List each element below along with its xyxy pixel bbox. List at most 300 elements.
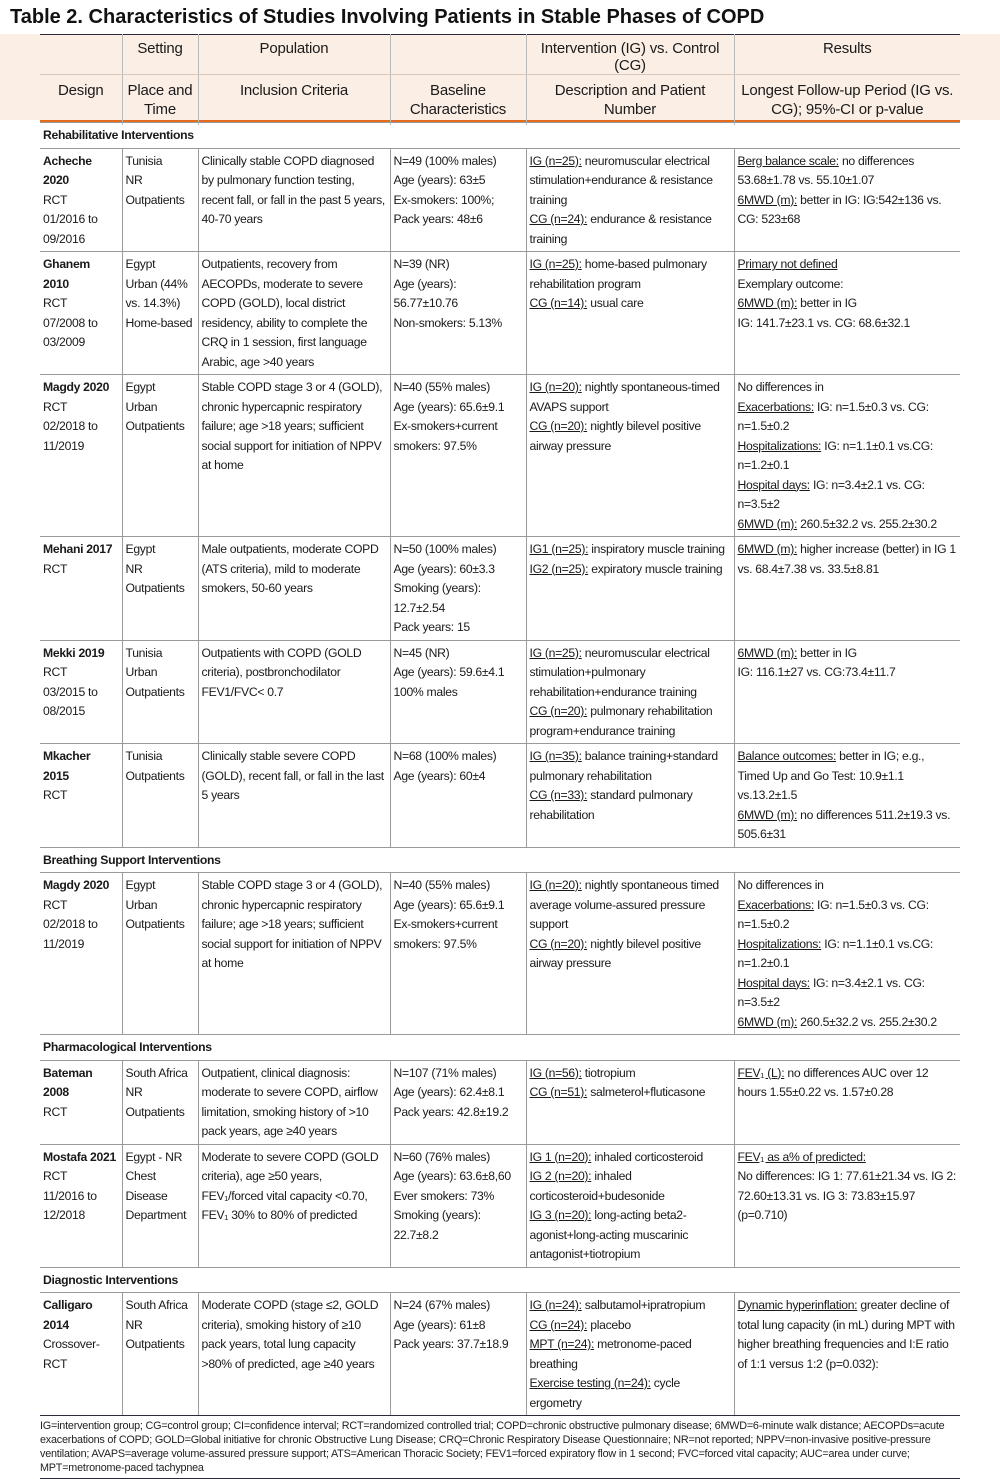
intervention-group-label: CG (n=51):	[529, 1085, 588, 1099]
setting-cell	[122, 1144, 198, 1267]
population-cell: Moderate to severe COPD (GOLD criteria), age ≥50 years, FEV₁/forced vital capacity <0.70, FEV₁ 30% to 80% of predicted	[198, 1144, 390, 1267]
intervention-text: neuromuscular electrical stimulation+endurance & resistance training	[529, 153, 713, 207]
baseline-line: Ever smokers: 73%	[393, 1188, 495, 1203]
baseline-line: Age (years): 59.6±4.1	[393, 665, 505, 679]
result-label: Hospitalizations:	[737, 438, 822, 453]
baseline-line: Smoking (years): 12.7±2.54	[393, 581, 481, 615]
population-cell: Stable COPD stage 3 or 4 (GOLD), chronic hypercapnic respiratory failure; age >18 years; sufficient social support for initiation of NPPV at home	[198, 873, 390, 1035]
baseline-cell	[390, 1060, 526, 1144]
result-item	[738, 191, 958, 230]
intervention-cell	[526, 252, 734, 375]
intervention-item	[530, 417, 731, 456]
intervention-item	[530, 747, 731, 786]
result-text: IG: 116.1±27 vs. CG:73.4±11.7	[737, 665, 896, 679]
design-cell	[40, 640, 122, 744]
design-cell	[40, 537, 122, 641]
table-header	[0, 34, 1000, 120]
design-line: Crossover-	[43, 1337, 100, 1351]
population-cell: Outpatients, recovery from AECOPDs, moderate to severe COPD (GOLD), local district residency, ability to complete the CRQ in 1 session, first language Arabic, age >40 years	[198, 252, 390, 375]
result-text: no differences 53.68±1.78 vs. 55.10±1.07	[737, 153, 915, 187]
setting-line: South Africa	[125, 1065, 188, 1080]
baseline-line: Age (years): 60±4	[393, 768, 486, 783]
header-population: Population	[198, 34, 390, 75]
result-item	[738, 255, 958, 275]
intervention-item	[530, 378, 731, 417]
intervention-group-label: CG (n=24):	[529, 212, 588, 226]
setting-line: Department	[125, 1208, 187, 1222]
baseline-line: Age (years): 63.6±8,60	[393, 1169, 511, 1183]
baseline-line: N=68 (100% males)	[393, 749, 497, 763]
result-label: Primary not defined	[737, 257, 838, 271]
design-line: 02/2018 to	[43, 419, 98, 433]
intervention-group-label: IG (n=24):	[529, 1298, 582, 1312]
baseline-cell	[390, 1144, 526, 1267]
header-inclusion: Inclusion Criteria	[198, 75, 390, 126]
intervention-group-label: IG2 (n=25):	[529, 561, 589, 576]
setting-line: Urban (44% vs. 14.3%)	[125, 276, 188, 310]
study-name: Acheche 2020	[43, 153, 92, 187]
intervention-group-label: IG (n=20):	[529, 380, 582, 394]
study-name: Magdy 2020	[43, 380, 110, 394]
design-line: RCT	[43, 1356, 68, 1371]
baseline-line: N=60 (76% males)	[393, 1149, 490, 1164]
intervention-group-label: IG1 (n=25):	[529, 542, 589, 556]
intervention-text: nightly spontaneous timed average volume-assured pressure support	[529, 878, 719, 931]
table-row	[40, 148, 960, 252]
result-label: 6MWD (m):	[737, 645, 798, 660]
setting-line: Urban	[125, 399, 158, 414]
result-item	[738, 275, 958, 295]
intervention-cell	[526, 640, 734, 744]
result-text: IG: n=1.5±0.3 vs. CG: n=1.5±0.2	[737, 399, 929, 433]
setting-line: Outpatients	[125, 419, 185, 433]
header-baseline: Baseline Characteristics	[390, 75, 526, 126]
results-cell	[734, 252, 960, 375]
setting-cell	[122, 873, 198, 1035]
study-name: Bateman 2008	[43, 1065, 93, 1099]
design-line: RCT	[43, 1104, 68, 1119]
result-text: no differences AUC over 12 hours 1.55±0.22 vs. 1.57±0.28	[737, 1065, 929, 1099]
header-blank-1	[40, 34, 122, 75]
setting-line: NR	[125, 173, 143, 187]
study-name: Magdy 2020	[43, 878, 110, 892]
section-row	[40, 1267, 960, 1293]
result-text: IG: n=1.5±0.3 vs. CG: n=1.5±0.2	[737, 897, 929, 931]
table-row	[40, 640, 960, 744]
header-place-time: Place and Time	[122, 75, 198, 126]
result-item	[738, 515, 958, 535]
result-item	[738, 935, 958, 974]
section-row	[40, 123, 960, 149]
result-label: 6MWD (m):	[737, 807, 798, 822]
design-line: 11/2019	[43, 438, 85, 453]
intervention-text: long-acting beta2-agonist+long-acting muscarinic antagonist+tiotropium	[529, 1208, 689, 1261]
intervention-item	[530, 540, 731, 560]
result-item	[738, 540, 958, 579]
result-label: Hospital days:	[737, 477, 810, 492]
intervention-group-label: IG (n=25):	[529, 257, 582, 271]
baseline-line: Age (years): 65.6±9.1	[393, 399, 505, 414]
design-line: RCT	[43, 296, 68, 310]
intervention-cell	[526, 1293, 734, 1416]
population-cell: Moderate COPD (stage ≤2, GOLD criteria), smoking history of ≥10 pack years, total lung capacity >80% of predicted, age ≥40 years	[198, 1293, 390, 1416]
baseline-cell	[390, 1293, 526, 1416]
study-name: Mehani 2017	[43, 542, 113, 556]
design-line: RCT	[43, 788, 68, 802]
intervention-item	[530, 1374, 731, 1413]
result-item	[738, 1064, 958, 1103]
setting-line: NR	[125, 1317, 143, 1332]
intervention-cell	[526, 873, 734, 1035]
results-cell	[734, 873, 960, 1035]
result-text: No differences in	[737, 380, 824, 394]
intervention-group-label: CG (n=20):	[529, 419, 588, 433]
result-text: no differences 511.2±19.3 vs. 505.6±31	[737, 807, 951, 841]
design-line: RCT	[43, 561, 68, 576]
result-item	[738, 1013, 958, 1033]
intervention-cell	[526, 1144, 734, 1267]
intervention-text: nightly bilevel positive airway pressure	[529, 419, 701, 453]
results-cell	[734, 375, 960, 537]
result-label: Berg balance scale:	[737, 153, 839, 168]
setting-line: Urban	[125, 897, 158, 912]
baseline-cell	[390, 252, 526, 375]
setting-line: Egypt	[125, 257, 156, 271]
table-row	[40, 1144, 960, 1267]
setting-line: Tunisia	[125, 749, 163, 763]
footnote: IG=intervention group; CG=control group; CI=confidence interval; RCT=randomized controlled trial; COPD=chronic obstructive pulmonary disease; 6MWD=6-minute walk distance; AECOPDs=acute exacerbations of COPD; GOLD=Global initiative for chronic Obstructive Lung Disease; CRQ=Chronic Respiratory Disease Questionnaire; NR=not reported; NPPV=non-invasive positive-pressure ventilation; AVAPS=average volume-assured pressure support; ATS=American Thoracic Society; FEV1=forced expiratory flow in 1 second; FVC=forced vital capacity; AUC=area under curve; MPT=metronome-paced tachypnea	[40, 1415, 960, 1475]
intervention-item	[530, 1296, 731, 1316]
intervention-text: salbutamol+ipratropium	[581, 1298, 706, 1312]
header-results: Results	[734, 34, 960, 75]
intervention-item	[530, 1335, 731, 1374]
study-name: Mostafa 2021	[43, 1149, 116, 1164]
baseline-line: N=40 (55% males)	[393, 878, 490, 892]
setting-cell	[122, 148, 198, 252]
intervention-text: neuromuscular electrical stimulation+pulmonary rehabilitation+endurance training	[529, 645, 710, 699]
design-line: 11/2016 to	[43, 1188, 97, 1203]
results-cell	[734, 1144, 960, 1267]
study-name: Mekki 2019	[43, 645, 105, 660]
intervention-item	[530, 255, 731, 294]
intervention-group-label: CG (n=33):	[529, 788, 588, 802]
result-text: better in IG	[797, 645, 857, 660]
result-text: higher increase (better) in IG 1 vs. 68.4±7.38 vs. 33.5±8.81	[737, 542, 956, 576]
baseline-line: Age (years): 60±3.3	[393, 561, 495, 576]
design-line: RCT	[43, 665, 68, 679]
intervention-group-label: MPT (n=24):	[529, 1337, 595, 1351]
intervention-item	[530, 1148, 731, 1168]
population-cell: Clinically stable severe COPD (GOLD), recent fall, or fall in the last 5 years	[198, 744, 390, 848]
result-label: 6MWD (m):	[737, 296, 798, 310]
baseline-line: Non-smokers: 5.13%	[393, 315, 502, 330]
result-label: Balance outcomes:	[737, 749, 837, 763]
intervention-text: tiotropium	[581, 1065, 636, 1080]
setting-cell	[122, 375, 198, 537]
header-design: Design	[58, 82, 104, 99]
design-line: 02/2018 to	[43, 917, 98, 931]
study-name: Calligaro 2014	[43, 1298, 93, 1332]
design-cell	[40, 744, 122, 848]
intervention-group-label: IG (n=35):	[529, 749, 582, 763]
study-name: Mkacher 2015	[43, 749, 91, 783]
design-line: 01/2016 to	[43, 212, 98, 226]
intervention-group-label: IG 1 (n=20):	[529, 1149, 592, 1164]
baseline-cell	[390, 640, 526, 744]
table-row	[40, 375, 960, 537]
population-cell: Outpatients with COPD (GOLD criteria), postbronchodilator FEV1/FVC< 0.7	[198, 640, 390, 744]
baseline-line: Pack years: 42.8±19.2	[393, 1104, 509, 1119]
result-item	[738, 644, 958, 664]
result-text: No differences in	[737, 878, 824, 892]
setting-line: Chest	[125, 1169, 156, 1183]
design-line: 09/2016	[43, 231, 85, 246]
intervention-text: nightly bilevel positive airway pressure	[529, 936, 701, 970]
section-title: Breathing Support Interventions	[40, 847, 960, 873]
intervention-group-label: CG (n=20):	[529, 704, 588, 718]
result-text: IG: 141.7±23.1 vs. CG: 68.6±32.1	[737, 315, 910, 330]
result-item	[738, 398, 958, 437]
intervention-item	[530, 1083, 731, 1103]
setting-line: Outpatients	[125, 684, 185, 699]
design-cell	[40, 375, 122, 537]
setting-line: NR	[125, 1085, 143, 1099]
design-line: RCT	[43, 897, 68, 912]
baseline-line: Age (years): 62.4±8.1	[393, 1085, 505, 1099]
result-item	[738, 476, 958, 515]
design-cell	[40, 1144, 122, 1267]
baseline-line: Age (years): 65.6±9.1	[393, 897, 505, 912]
baseline-line: Pack years: 37.7±18.9	[393, 1337, 509, 1351]
result-item	[738, 294, 958, 314]
intervention-text: pulmonary rehabilitation program+endurance training	[529, 704, 713, 738]
table-row	[40, 537, 960, 641]
result-text: 260.5±32.2 vs. 255.2±30.2	[797, 1014, 937, 1029]
intervention-group-label: IG (n=25):	[529, 645, 582, 660]
section-title: Diagnostic Interventions	[40, 1267, 960, 1293]
intervention-text: nightly spontaneous-timed AVAPS support	[529, 380, 720, 414]
baseline-cell	[390, 744, 526, 848]
results-cell	[734, 1060, 960, 1144]
setting-line: Disease	[125, 1188, 168, 1203]
study-name: Ghanem 2010	[43, 257, 90, 291]
baseline-line: Ex-smokers: 100%; Pack years: 48±6	[393, 192, 495, 226]
baseline-line: N=39 (NR)	[393, 257, 450, 271]
result-item	[738, 437, 958, 476]
result-label: Exacerbations:	[737, 399, 814, 414]
baseline-line: N=107 (71% males)	[393, 1065, 497, 1080]
intervention-text: salmeterol+fluticasone	[587, 1085, 706, 1099]
result-label: 6MWD (m):	[737, 1014, 798, 1029]
intervention-group-label: IG 3 (n=20):	[529, 1208, 592, 1222]
result-text: IG: n=3.4±2.1 vs. CG: n=3.5±2	[737, 975, 925, 1009]
baseline-line: 100% males	[393, 684, 458, 699]
setting-line: Outpatients	[125, 192, 185, 207]
result-text: better in IG	[797, 296, 857, 310]
population-cell: Stable COPD stage 3 or 4 (GOLD), chronic hypercapnic respiratory failure; age >18 years; sufficient social support for initiation of NPPV at home	[198, 375, 390, 537]
section-title: Pharmacological Interventions	[40, 1035, 960, 1061]
intervention-group-label: IG (n=56):	[529, 1065, 582, 1080]
intervention-text: expiratory muscle training	[588, 561, 723, 576]
result-item	[738, 378, 958, 398]
setting-line: Outpatients	[125, 581, 185, 595]
baseline-line: Pack years: 15	[393, 620, 470, 634]
setting-line: Outpatients	[125, 768, 185, 783]
intervention-item	[530, 702, 731, 741]
intervention-item	[530, 560, 731, 580]
result-text: No differences: IG 1: 77.61±21.34 vs. IG 2: 72.60±13.31 vs. IG 3: 73.83±15.97 (p=0.710)	[737, 1169, 956, 1222]
intervention-cell	[526, 537, 734, 641]
header-description: Description and Patient Number	[526, 75, 734, 126]
header-blank-2	[390, 34, 526, 75]
population-cell: Clinically stable COPD diagnosed by pulmonary function testing, recent fall, or fall in the past 5 years, 40-70 years	[198, 148, 390, 252]
result-text: 260.5±32.2 vs. 255.2±30.2	[797, 516, 937, 531]
result-item	[738, 876, 958, 896]
baseline-line: Smoking (years): 22.7±8.2	[393, 1208, 481, 1242]
result-text: better in IG; e.g., Timed Up and Go Test: 10.9±1.1 vs.13.2±1.5	[737, 749, 925, 802]
result-text: Exemplary outcome:	[737, 276, 844, 291]
result-label: Exacerbations:	[737, 897, 814, 912]
baseline-cell	[390, 873, 526, 1035]
result-item	[738, 1167, 958, 1226]
intervention-text: inspiratory muscle training	[588, 542, 725, 556]
setting-line: Tunisia	[125, 153, 163, 168]
result-label: FEV₁ (L):	[737, 1065, 785, 1080]
baseline-cell	[390, 375, 526, 537]
baseline-line: Age (years): 63±5	[393, 173, 486, 187]
result-item	[738, 747, 958, 806]
baseline-line: N=49 (100% males)	[393, 153, 497, 168]
result-label: 6MWD (m):	[737, 516, 798, 531]
result-label: Dynamic hyperinflation:	[737, 1298, 858, 1312]
intervention-group-label: CG (n=24):	[529, 1317, 588, 1332]
population-cell: Outpatient, clinical diagnosis: moderate to severe COPD, airflow limitation, smoking history of >10 pack years, age ≥40 years	[198, 1060, 390, 1144]
baseline-line: Ex-smokers+current smokers: 97.5%	[393, 917, 498, 951]
result-item	[738, 314, 958, 334]
header-followup: Longest Follow-up Period (IG vs. CG); 95%-CI or p-value	[734, 75, 960, 126]
intervention-text: standard pulmonary rehabilitation	[529, 788, 693, 822]
intervention-item	[530, 1206, 731, 1265]
table-row	[40, 744, 960, 848]
result-item	[738, 806, 958, 845]
design-line: 07/2008 to	[43, 315, 98, 330]
intervention-text: inhaled corticosteroid	[591, 1149, 703, 1164]
design-cell	[40, 148, 122, 252]
intervention-item	[530, 1064, 731, 1084]
intervention-cell	[526, 375, 734, 537]
baseline-line: Ex-smokers+current smokers: 97.5%	[393, 419, 498, 453]
results-cell	[734, 148, 960, 252]
intervention-group-label: IG 2 (n=20):	[529, 1169, 592, 1183]
result-label: Hospital days:	[737, 975, 810, 990]
table-row	[40, 873, 960, 1035]
intervention-item	[530, 210, 731, 249]
table-title: Table 2. Characteristics of Studies Involving Patients in Stable Phases of COPD	[10, 6, 765, 28]
intervention-text: balance training+standard pulmonary rehabilitation	[529, 749, 718, 783]
intervention-group-label: IG (n=25):	[529, 153, 582, 168]
header-row-2	[40, 75, 960, 126]
design-line: RCT	[43, 399, 68, 414]
result-text: better in IG: IG:542±136 vs. CG: 523±68	[737, 192, 942, 226]
setting-line: Egypt - NR	[125, 1149, 183, 1164]
baseline-line: Age (years): 56.77±10.76	[393, 276, 458, 310]
design-cell	[40, 1060, 122, 1144]
intervention-text: placebo	[587, 1317, 631, 1332]
design-line: 08/2015	[43, 704, 85, 718]
design-line: RCT	[43, 192, 68, 207]
results-cell	[734, 1293, 960, 1416]
intervention-text: home-based pulmonary rehabilitation program	[529, 257, 707, 291]
design-line: 11/2019	[43, 936, 85, 951]
setting-cell	[122, 744, 198, 848]
setting-line: South Africa	[125, 1298, 188, 1312]
design-cell	[40, 873, 122, 1035]
intervention-item	[530, 294, 731, 314]
intervention-cell	[526, 1060, 734, 1144]
design-line: 03/2009	[43, 335, 85, 349]
intervention-text: inhaled corticosteroid+budesonide	[529, 1169, 665, 1203]
studies-table	[40, 122, 960, 1415]
design-line: 03/2015 to	[43, 684, 98, 699]
section-row	[40, 1035, 960, 1061]
setting-cell	[122, 537, 198, 641]
intervention-cell	[526, 148, 734, 252]
result-item	[738, 663, 958, 683]
result-text: IG: n=3.4±2.1 vs. CG: n=3.5±2	[737, 477, 925, 511]
setting-line: Urban	[125, 665, 158, 679]
intervention-item	[530, 1167, 731, 1206]
setting-cell	[122, 640, 198, 744]
result-label: 6MWD (m):	[737, 192, 798, 207]
intervention-text: metronome-paced breathing	[529, 1337, 692, 1371]
baseline-line: N=24 (67% males)	[393, 1298, 490, 1312]
baseline-cell	[390, 537, 526, 641]
result-label: FEV₁ as a% of predicted:	[737, 1149, 866, 1164]
setting-line: Outpatients	[125, 1337, 185, 1351]
intervention-group-label: CG (n=20):	[529, 936, 588, 951]
result-label: 6MWD (m):	[737, 542, 798, 556]
intervention-item	[530, 935, 731, 974]
section-row	[40, 847, 960, 873]
result-item	[738, 1148, 958, 1168]
intervention-group-label: IG (n=20):	[529, 878, 582, 892]
table-row	[40, 252, 960, 375]
setting-line: NR	[125, 561, 143, 576]
design-line: RCT	[43, 1169, 68, 1183]
result-label: Hospitalizations:	[737, 936, 822, 951]
baseline-line: N=40 (55% males)	[393, 380, 490, 394]
intervention-text: usual care	[587, 296, 644, 310]
baseline-line: Age (years): 61±8	[393, 1317, 486, 1332]
baseline-line: N=50 (100% males)	[393, 542, 497, 556]
design-line: 12/2018	[43, 1208, 85, 1222]
intervention-item	[530, 1316, 731, 1336]
setting-line: Home-based	[125, 315, 193, 330]
setting-cell	[122, 252, 198, 375]
setting-cell	[122, 1293, 198, 1416]
results-cell	[734, 537, 960, 641]
table-body	[40, 122, 960, 1415]
design-cell	[40, 252, 122, 375]
setting-line: Tunisia	[125, 645, 163, 660]
results-cell	[734, 640, 960, 744]
setting-line: Egypt	[125, 878, 156, 892]
setting-line: Outpatients	[125, 1104, 185, 1119]
baseline-line: N=45 (NR)	[393, 645, 450, 660]
result-item	[738, 896, 958, 935]
intervention-group-label: Exercise testing (n=24):	[529, 1376, 651, 1390]
setting-line: Egypt	[125, 542, 156, 556]
